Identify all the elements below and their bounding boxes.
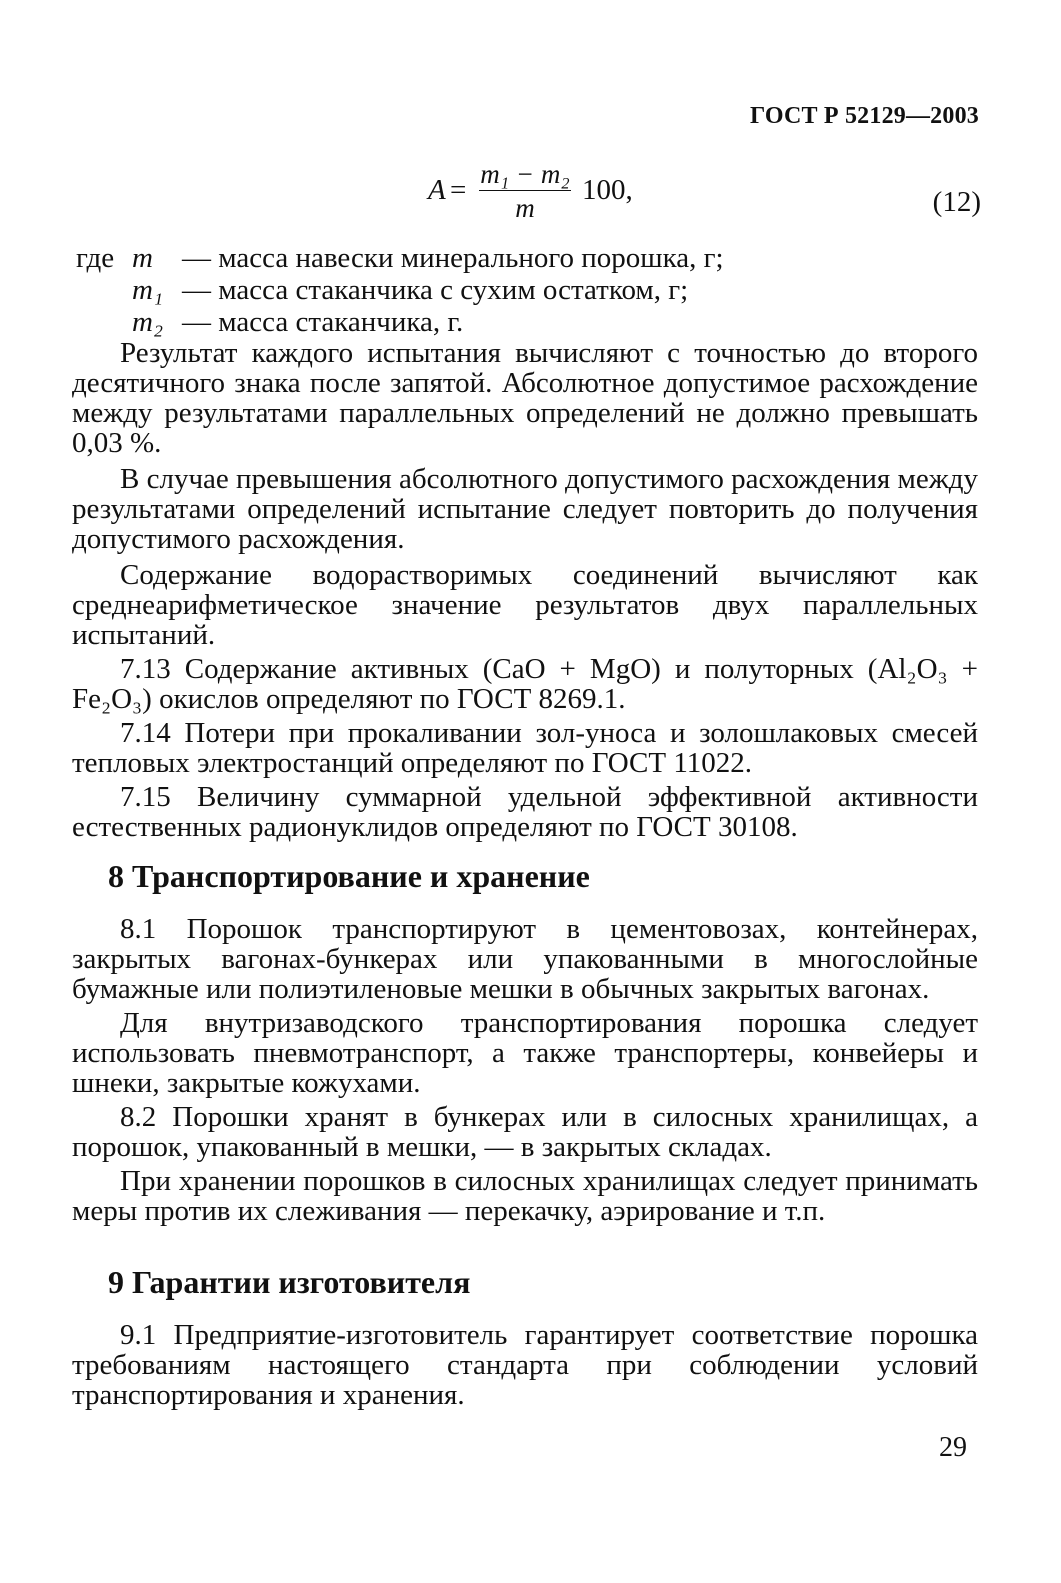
paragraph-8-1: 8.1 Порошок транспортируют в цементовозах, контейнерах, закрытых вагонах-бункерах или упакованными в многослойные бумажные или полиэтиленовые мешки в обычных закрытых вагонах. — [72, 913, 978, 1005]
definition-text: — масса навески минерального порошка, г; — [182, 242, 724, 274]
section-8-heading: 8 Транспортирование и хранение — [108, 858, 590, 894]
formula-lhs: A — [428, 174, 446, 206]
body-text-9 — [72, 1320, 978, 1410]
paragraph-water-soluble: Содержание водорастворимых соединений вычисляют как среднеарифметическое значение результатов двух параллельных испытаний. — [72, 559, 978, 651]
standard-header: ГОСТ Р 52129—2003 — [749, 103, 979, 129]
formula-equals: = — [450, 174, 467, 206]
paragraph-7-15: 7.15 Величину суммарной удельной эффективной активности естественных радионуклидов определяют по ГОСТ 30108. — [72, 781, 978, 843]
paragraph-repeat-test: В случае превышения абсолютного допустимого расхождения между результатами определений испытание следует повторить до получения допустимого расхождения. — [72, 463, 978, 555]
paragraph-silo-storage: При хранении порошков в силосных хранилищах следует принимать меры против их слеживания — перекачку, аэрирование и т.п. — [72, 1165, 978, 1227]
definition-symbol: m₁ — [132, 274, 164, 306]
page-number: 29 — [939, 1432, 967, 1463]
paragraph-8-2: 8.2 Порошки хранят в бункерах или в силосных хранилищах, а порошок, упакованный в мешки, — в закрытых складах. — [72, 1101, 978, 1163]
fraction-bar — [479, 190, 571, 191]
definition-symbol: m₂ — [132, 306, 164, 338]
body-text-7 — [72, 338, 978, 842]
formula-numerator: m₁ − m₂ — [480, 159, 570, 189]
paragraph-9-1: 9.1 Предприятие-изготовитель гарантирует соответствие порошка требованиям настоящего стандарта при соблюдении условий транспортирования и хранения. — [72, 1319, 978, 1411]
definition-text: — масса стаканчика, г. — [182, 306, 464, 338]
paragraph-7-13: 7.13 Содержание активных (CaO + MgO) и полуторных (Al₂O₃ + Fe₂O₃) окислов определяют по ГОСТ 8269.1. — [72, 653, 978, 715]
body-text-8 — [72, 914, 978, 1226]
formula-fraction — [475, 160, 575, 223]
definition-text: — масса стаканчика с сухим остатком, г; — [182, 274, 689, 306]
formula-coefficient: 100, — [582, 174, 633, 206]
formula-denominator: m — [515, 193, 535, 223]
paragraph-7-14: 7.14 Потери при прокаливании зол-уноса и золошлаковых смесей тепловых электростанций определяют по ГОСТ 11022. — [72, 717, 978, 779]
section-9-heading: 9 Гарантии изготовителя — [108, 1264, 471, 1300]
equation-number: (12) — [932, 186, 981, 218]
definition-lead: где — [76, 242, 115, 274]
paragraph-internal-transport: Для внутризаводского транспортирования порошка следует использовать пневмотранспорт, а также транспортеры, конвейеры и шнеки, закрытые кожухами. — [72, 1007, 978, 1099]
definition-symbol: m — [132, 242, 153, 274]
paragraph-result-accuracy: Результат каждого испытания вычисляют с точностью до второго десятичного знака после запятой. Абсолютное допустимое расхождение между результатами параллельных определений не должно превышать 0,03 %. — [72, 337, 978, 459]
